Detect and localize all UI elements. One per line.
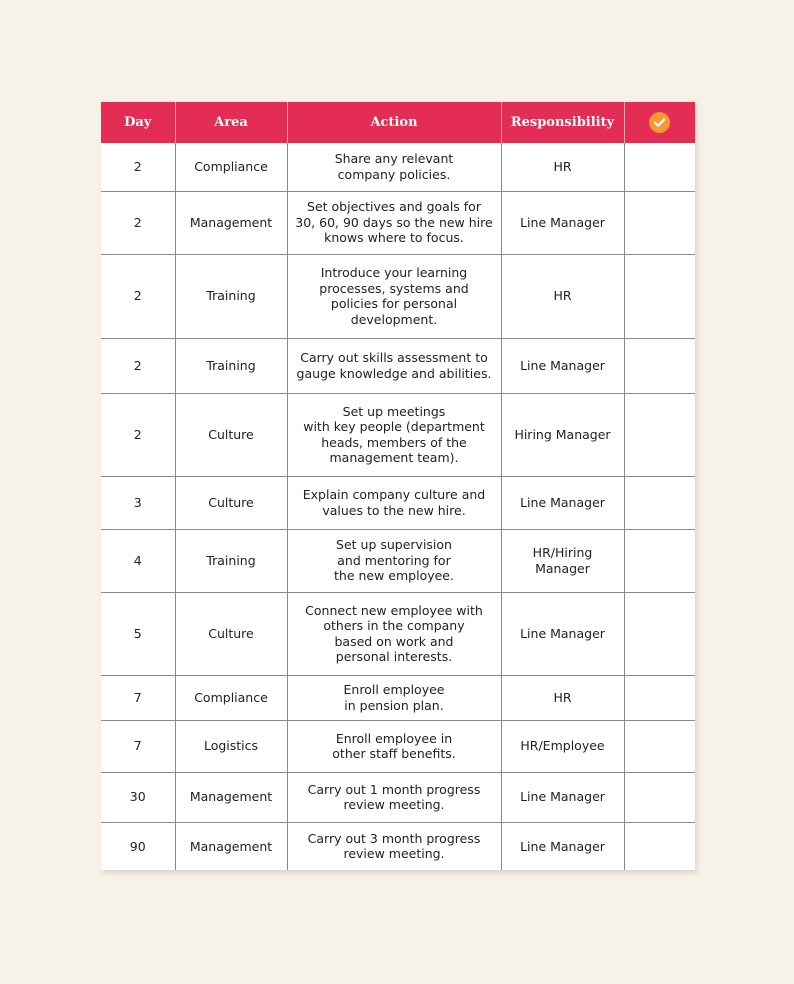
area-cell: Compliance bbox=[175, 675, 287, 720]
responsibility-cell: HR bbox=[501, 675, 624, 720]
area-cell: Logistics bbox=[175, 720, 287, 772]
table-row bbox=[101, 254, 695, 338]
day-cell: 3 bbox=[101, 476, 175, 529]
action-cell: Explain company culture and values to the new hire. bbox=[287, 476, 501, 529]
responsibility-cell: HR/Hiring Manager bbox=[501, 529, 624, 592]
day-cell: 2 bbox=[101, 191, 175, 254]
action-cell: Set objectives and goals for 30, 60, 90 days so the new hire knows where to focus. bbox=[287, 191, 501, 254]
responsibility-cell: Line Manager bbox=[501, 772, 624, 822]
action-cell: Carry out skills assessment to gauge knowledge and abilities. bbox=[287, 338, 501, 393]
checkbox-cell[interactable] bbox=[624, 143, 695, 191]
area-cell: Compliance bbox=[175, 143, 287, 191]
area-cell: Management bbox=[175, 191, 287, 254]
header-action: Action bbox=[287, 102, 501, 143]
responsibility-cell: Line Manager bbox=[501, 592, 624, 675]
day-cell: 30 bbox=[101, 772, 175, 822]
action-cell: Carry out 1 month progress review meeting. bbox=[287, 772, 501, 822]
header-day: Day bbox=[101, 102, 175, 143]
table-row bbox=[101, 772, 695, 822]
area-cell: Culture bbox=[175, 592, 287, 675]
area-cell: Training bbox=[175, 529, 287, 592]
responsibility-cell: HR/Employee bbox=[501, 720, 624, 772]
table-row bbox=[101, 675, 695, 720]
day-cell: 2 bbox=[101, 254, 175, 338]
responsibility-cell: Line Manager bbox=[501, 191, 624, 254]
responsibility-cell: Line Manager bbox=[501, 476, 624, 529]
area-cell: Management bbox=[175, 772, 287, 822]
table-row bbox=[101, 822, 695, 870]
action-cell: Set up supervision and mentoring for the new employee. bbox=[287, 529, 501, 592]
checkbox-cell[interactable] bbox=[624, 720, 695, 772]
area-cell: Training bbox=[175, 254, 287, 338]
checkbox-cell[interactable] bbox=[624, 476, 695, 529]
action-cell: Set up meetings with key people (department heads, members of the management team). bbox=[287, 393, 501, 476]
action-cell: Share any relevant company policies. bbox=[287, 143, 501, 191]
responsibility-cell: HR bbox=[501, 143, 624, 191]
area-cell: Management bbox=[175, 822, 287, 870]
table-row bbox=[101, 143, 695, 191]
day-cell: 5 bbox=[101, 592, 175, 675]
checkbox-cell[interactable] bbox=[624, 338, 695, 393]
table-row bbox=[101, 338, 695, 393]
table-row bbox=[101, 592, 695, 675]
checkbox-cell[interactable] bbox=[624, 822, 695, 870]
day-cell: 90 bbox=[101, 822, 175, 870]
day-cell: 7 bbox=[101, 720, 175, 772]
action-cell: Connect new employee with others in the company based on work and personal interests. bbox=[287, 592, 501, 675]
action-cell: Enroll employee in pension plan. bbox=[287, 675, 501, 720]
header-area: Area bbox=[175, 102, 287, 143]
table-row bbox=[101, 476, 695, 529]
checkbox-cell[interactable] bbox=[624, 592, 695, 675]
checkbox-cell[interactable] bbox=[624, 191, 695, 254]
action-cell: Carry out 3 month progress review meeting. bbox=[287, 822, 501, 870]
checkbox-cell[interactable] bbox=[624, 393, 695, 476]
header-check bbox=[624, 102, 695, 143]
responsibility-cell: HR bbox=[501, 254, 624, 338]
checkbox-cell[interactable] bbox=[624, 529, 695, 592]
day-cell: 2 bbox=[101, 393, 175, 476]
checkbox-cell[interactable] bbox=[624, 254, 695, 338]
table-row bbox=[101, 720, 695, 772]
checkbox-cell[interactable] bbox=[624, 675, 695, 720]
day-cell: 2 bbox=[133, 159, 142, 174]
day-cell: 4 bbox=[101, 529, 175, 592]
table-row bbox=[101, 191, 695, 254]
checkbox-cell[interactable] bbox=[624, 772, 695, 822]
table-row bbox=[101, 393, 695, 476]
header-responsibility: Responsibility bbox=[501, 102, 624, 143]
responsibility-cell: Hiring Manager bbox=[501, 393, 624, 476]
action-cell: Enroll employee in other staff benefits. bbox=[287, 720, 501, 772]
onboarding-checklist-table bbox=[101, 102, 695, 870]
table-row bbox=[101, 529, 695, 592]
table-header-row bbox=[101, 102, 695, 143]
responsibility-cell: Line Manager bbox=[501, 822, 624, 870]
area-cell: Culture bbox=[175, 393, 287, 476]
checklist-table bbox=[101, 102, 695, 870]
checkmark-badge-icon bbox=[649, 112, 670, 133]
action-cell: Introduce your learning processes, systems and policies for personal development. bbox=[287, 254, 501, 338]
day-cell: 2 bbox=[101, 338, 175, 393]
day-cell: 7 bbox=[101, 675, 175, 720]
area-cell: Training bbox=[175, 338, 287, 393]
responsibility-cell: Line Manager bbox=[501, 338, 624, 393]
area-cell: Culture bbox=[175, 476, 287, 529]
